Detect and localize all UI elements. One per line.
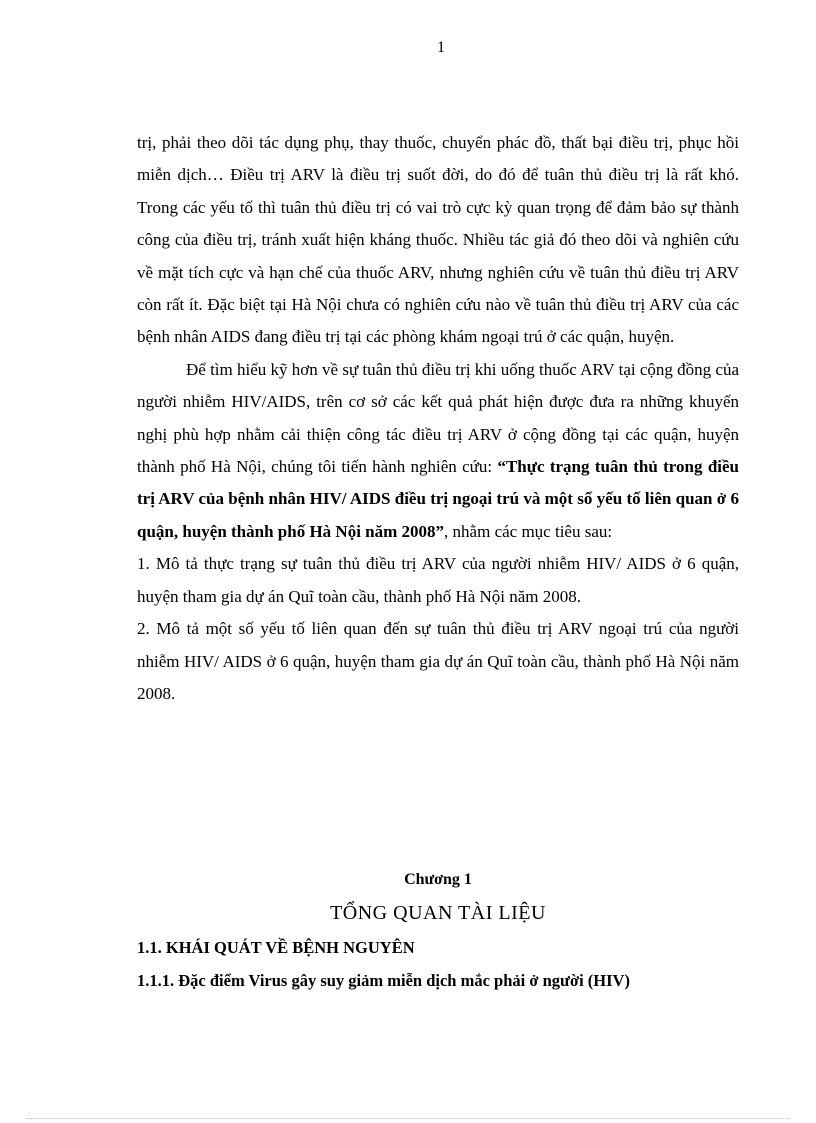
chapter-label: Chương 1 <box>404 871 472 888</box>
section-heading-1-1: 1.1. KHÁI QUÁT VỀ BỆNH NGUYÊN <box>137 938 415 957</box>
body-text <box>137 127 739 710</box>
objective-2: 2. Mô tả một số yếu tố liên quan đến sự tuân thủ điều trị ARV ngoại trú của người nhiễm HIV/ AIDS ở 6 quận, huyện tham gia dự án Quĩ toàn cầu, thành phố Hà Nội năm 2008. <box>137 619 739 703</box>
page-number: 1 <box>437 39 445 56</box>
study-intro-outro: , nhằm các mục tiêu sau: <box>444 521 613 541</box>
study-title: “Thực trạng tuân thủ trong điều trị ARV của bệnh nhân HIV/ AIDS điều trị ngoại trú và một số yếu tố liên quan ở 6 quận, huyện thành phố Hà Nội năm 2008” <box>137 457 740 541</box>
study-intro-text: Để tìm hiểu kỹ hơn về sự tuân thủ điều trị khi uống thuốc ARV tại cộng đồng của người nhiễm HIV/AIDS, trên cơ sở các kết quả phát hiện được đưa ra những khuyến nghị phù hợp nhằm cải thiện công tác điều trị ARV ở cộng đồng tại các quận, huyện thành phố Hà Nội, chúng tôi tiến hành nghiên cứu: <box>137 359 739 477</box>
paragraph-continuation: trị, phải theo dõi tác dụng phụ, thay thuốc, chuyển phác đồ, thất bại điều trị, phục hồi miễn dịch… Điều trị ARV là điều trị suốt đời, do đó để tuân thủ điều trị là rất khó. Trong các yếu tố thì tuân thủ điều trị có vai trò cực kỳ quan trọng để đảm bảo sự thành công của điều trị, tránh xuất hiện kháng thuốc. Nhiều tác giả đó theo dõi và nghiên cứu về mặt tích cực và hạn chế của thuốc ARV, nhưng nghiên cứu về tuân thủ điều trị ARV còn rất ít. Đặc biệt tại Hà Nội chưa có nghiên cứu nào về tuân thủ điều trị ARV của các bệnh nhân AIDS đang điều trị tại các phòng khám ngoại trú ở các quận, huyện. <box>137 133 739 347</box>
objective-1: 1. Mô tả thực trạng sự tuân thủ điều trị ARV của người nhiễm HIV/ AIDS ở 6 quận, huyện tham gia dự án Quĩ toàn cầu, thành phố Hà Nội năm 2008. <box>137 554 739 606</box>
paragraph-study-intro <box>137 354 739 548</box>
section-heading-1-1-1: 1.1.1. Đặc điểm Virus gây suy giảm miễn dịch mắc phải ở người (HIV) <box>137 971 630 990</box>
page-bottom-divider <box>26 1118 790 1119</box>
chapter-title: TỔNG QUAN TÀI LIỆU <box>330 902 546 924</box>
